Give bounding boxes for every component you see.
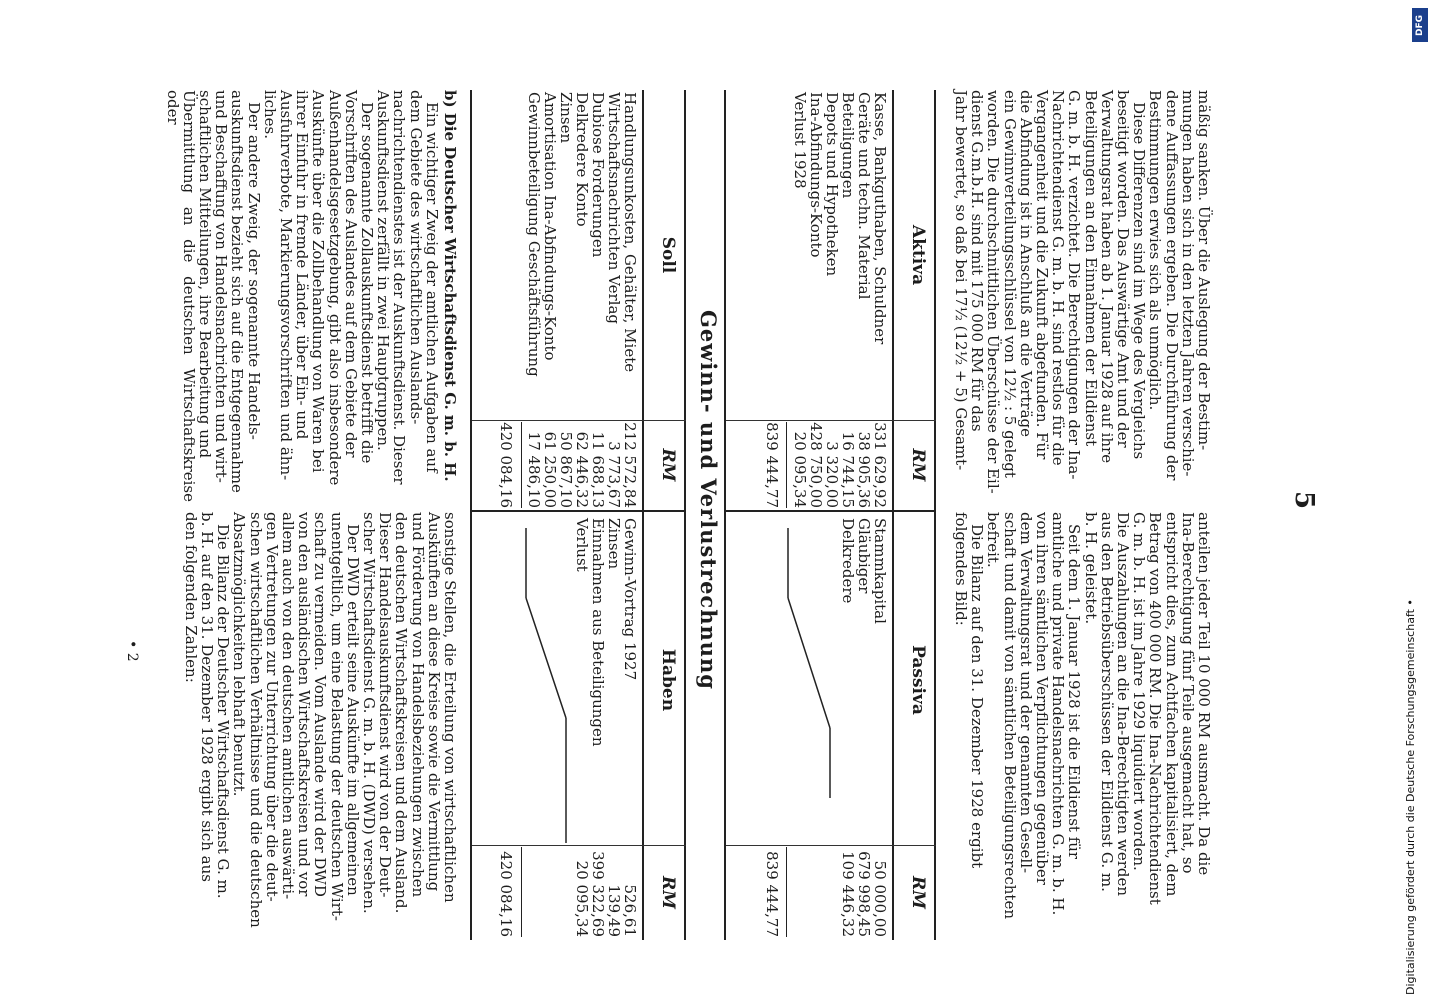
haben-label: Zinsen — [605, 518, 623, 570]
aktiva-currency: RM — [908, 448, 928, 482]
text-line: Bestimmungen erwies sich als unmöglich. — [1146, 90, 1165, 411]
text-line: befreit. — [984, 512, 1003, 568]
haben-amount: 139,49 — [605, 884, 623, 937]
text-line: schen wirtschaftlichen Verhältnisse und die deutschen — [246, 512, 265, 928]
text-line: entspricht dies, zum Achtfachen kapitalisiert, dem — [1162, 512, 1181, 897]
soll-label: Gewinnbeteiligung Geschäftsführung — [525, 92, 543, 377]
text-line: scher Wirtschaftsdienst G. m. b. H. (DWD) versehen. — [359, 512, 378, 914]
text-line: Außenhandelsgesetzgebung, gibt also insbesondere — [325, 90, 344, 486]
haben-total: 420 084,16 — [497, 851, 515, 937]
text-line: Dieser Handelsauskunftsdienst wird von der Deut- — [376, 512, 395, 898]
balance-bottom-rule — [724, 90, 726, 940]
text-line: die Abfindung ist in Anschluß an die Verträge — [1016, 90, 1035, 437]
text-line: Auskunftsdienst zerfällt in zwei Hauptgruppen. — [374, 90, 393, 451]
soll-total: 420 084,16 — [497, 422, 515, 508]
aktiva-label: Geräte und techn. Material — [855, 92, 873, 300]
text-column-bottom-left — [164, 90, 458, 502]
text-line: allem auch von den deutschen amtlichen auswärti- — [278, 512, 297, 900]
passiva-amount: 50 000,00 — [871, 860, 889, 937]
text-line: ihrer Einfuhr in fremde Länder, über Ein- und — [293, 90, 312, 440]
pnl-bottom-rule — [470, 90, 472, 940]
text-line: und Förderung von Handelsbeziehungen zwischen — [408, 512, 427, 898]
aktiva-label: Beteiligungen — [839, 92, 857, 199]
text-line: den deutschen Wirtschaftskreisen und dem Ausland. — [392, 512, 411, 914]
text-line: Auskünfte über die Zollbehandlung von Waren bei — [309, 90, 328, 473]
text-column-top-right — [953, 512, 1212, 940]
text-line: Auskünften an diese Kreise sowie die Vermittlung — [424, 512, 443, 892]
passiva-amount-rule — [726, 845, 936, 846]
text-line: Vorschriften des Auslandes auf dem Gebiete der — [341, 90, 360, 458]
aktiva-title: Aktiva — [908, 224, 928, 286]
soll-label: Handlungsunkosten, Gehälter, Miete — [621, 92, 639, 373]
text-line: Die Bilanz der Deutscher Wirtschaftsdienst G. m. — [214, 524, 233, 899]
soll-amount: 212 572,84 — [621, 422, 639, 508]
subsection-heading: b) Die Deutscher Wirtschaftsdienst G. m. b. H. — [441, 90, 459, 482]
text-line: Beteiligungen an den Einnahmen der Eildienst — [1081, 90, 1100, 447]
soll-title: Soll — [658, 236, 678, 274]
passiva-label: Gläubiger — [855, 518, 873, 594]
text-line: auskunftsdienst bezieht sich auf die Entgegennahme — [228, 90, 247, 493]
rotated-document-page — [20, 0, 1320, 1000]
text-line: folgendes Bild: — [951, 512, 970, 626]
text-line: dene Auffassungen ergeben. Die Durchführung der — [1162, 90, 1181, 481]
text-line: beseitigt worden. Das Auswärtige Amt und der — [1113, 90, 1132, 448]
text-column-bottom-right — [183, 512, 458, 940]
text-line: dem Verwaltungsrat und der genannten Gesell- — [1016, 512, 1035, 874]
soll-amount: 62 446,32 — [573, 431, 591, 508]
text-line: Die Auszahlungen an die Ina-Berechtigten werden — [1113, 512, 1132, 897]
text-line: Ina-Berechtigung fünf Teile ausgemacht hat, so — [1178, 512, 1197, 874]
passiva-amount: 109 446,32 — [839, 851, 857, 937]
text-line: Diese Differenzen sind im Wege des Vergleichs — [1130, 102, 1149, 460]
haben-currency: RM — [658, 876, 678, 909]
text-line: schaftlichen Mitteilungen, ihre Bearbeitung und — [195, 90, 214, 459]
aktiva-amount: 3 320,00 — [823, 441, 841, 508]
text-line: Der sogenannte Zollauskunftsdienst betrifft die — [357, 102, 376, 464]
text-line: Seit dem 1. Januar 1928 ist die Eildienst für — [1065, 524, 1084, 860]
balance-header-rule — [892, 90, 894, 940]
text-line: von den ausländischen Wirtschaftskreisen und vor — [295, 512, 314, 897]
text-line: Ausfuhrverbote, Markierungsvorschriften und ähn- — [276, 90, 295, 481]
text-line: worden. Die durchschnittlichen Überschüsse der Eil- — [984, 90, 1003, 494]
text-line: sonstige Stellen, die Erteilung von wirtschaftlichen — [441, 512, 459, 903]
aktiva-label: Ina-Abfindungs-Konto — [807, 92, 825, 258]
text-line: schaft und damit von sämtlichen Beteiligungsrechten — [1000, 512, 1019, 919]
text-line: mäßig sanken. Über die Auslegung der Bestim- — [1195, 90, 1213, 451]
text-line: Die Bilanz auf den 31. Dezember 1928 ergibt — [968, 524, 987, 869]
passiva-label: Delkredere — [839, 518, 857, 604]
text-line: gen Vertretungen zur Unterrichtung über die deut- — [262, 512, 281, 902]
digitization-stamp — [1398, 0, 1434, 1000]
aktiva-amount: 331 629,92 — [871, 422, 889, 508]
text-line: anteilen jeder Teil 10 000 RM ausmacht. Da die — [1195, 512, 1213, 876]
pnl-top-rule — [684, 90, 686, 940]
balance-top-rule — [934, 90, 936, 940]
text-line: den folgenden Zahlen: — [181, 512, 200, 683]
passiva-amount: 679 998,45 — [855, 851, 873, 937]
text-line: ein Gewinnverteilungsschlüssel von 12½ : 5 gelegt — [1000, 90, 1019, 478]
text-line: amtliche und private Handelsnachrichten G. m. b. H. — [1049, 512, 1068, 916]
text-line: dem Gebiete des wirtschaftlichen Auslands- — [406, 90, 425, 425]
soll-currency: RM — [658, 448, 678, 482]
haben-amount: 20 095,34 — [573, 860, 591, 937]
dfg-logo: DFG — [1412, 8, 1428, 42]
haben-title: Haben — [658, 648, 678, 712]
pnl-header-rule — [642, 90, 644, 940]
text-line: Jahr bewertet, so daß bei 17½ (12½ + 5) Gesamt- — [951, 90, 970, 471]
soll-amount: 61 250,00 — [541, 431, 559, 508]
text-line: unentgeltlich, um eine Belastung der deutschen Wirt- — [327, 512, 346, 921]
text-line: G. m. b. H. verzichtet. Die Berechtigungen der Ina- — [1065, 90, 1084, 480]
text-line: von ihren sämtlichen Verpflichtungen gegenüber — [1032, 512, 1051, 885]
text-line: aus den Betriebsüberschüssen der Eildienst G. m. — [1097, 512, 1116, 892]
text-line: Der DWD erteilt seine Auskünfte im allgemeinen — [343, 524, 362, 896]
page-footer-mark: • 2 — [124, 640, 140, 662]
haben-label: Gewinn-Vortrag 1927 — [621, 518, 639, 681]
text-line: mungen haben sich in den letzten Jahren verschie- — [1178, 90, 1197, 477]
soll-amount: 3 773,67 — [605, 441, 623, 508]
dfg-stamp-text: Digitalisierung gefördert durch die Deutsche Forschungsgemeinschaft • — [1404, 599, 1417, 995]
text-line: Betrag von 400 000 RM. Die Ina-Nachrichtendienst — [1146, 512, 1165, 905]
text-line: nachrichtendienstes ist der Auskunftsdienst. Dieser — [390, 90, 409, 485]
soll-sum-rule — [521, 422, 522, 508]
aktiva-amount: 428 750,00 — [807, 422, 825, 508]
text-line: b. H. auf den 31. Dezember 1928 ergibt sich aus — [197, 512, 216, 882]
text-line: b. H. geleistet. — [1081, 512, 1100, 625]
text-line: Vergangenheit und die Zukunft abgefunden. Für — [1032, 90, 1051, 460]
soll-label: Amortisation Ina-Abfindungs-Konto — [541, 92, 559, 361]
soll-amount: 17 486,10 — [525, 431, 543, 508]
text-line: schaft zu vermeiden. Vom Auslande wird der DWD — [311, 512, 330, 897]
text-line: Absatzmöglichkeiten lebhaft benutzt. — [230, 512, 249, 797]
text-line: dienst G.m.b.H. sind mit 175 000 RM für das — [968, 90, 987, 432]
text-line: liches. — [260, 90, 279, 139]
aktiva-label: Depots und Hypotheken — [823, 92, 841, 277]
text-column-top-left — [953, 90, 1212, 502]
aktiva-sum-rule — [786, 422, 787, 508]
aktiva-amount: 20 095,34 — [791, 431, 809, 508]
text-line: Nachrichtendienst G. m. b. H. sind restlos für die — [1049, 90, 1068, 466]
passiva-title: Passiva — [908, 645, 928, 715]
balance-center-rule — [726, 510, 936, 512]
aktiva-label: Kasse, Bankguthaben, Schuldner — [871, 92, 889, 345]
text-line: Verwaltungsrat haben ab 1. Januar 1928 auf ihre — [1097, 90, 1116, 464]
haben-label: Einnahmen aus Beteiligungen — [589, 518, 607, 747]
section-heading: Gewinn- und Verlustrechnung — [696, 310, 721, 690]
aktiva-amount: 38 905,36 — [855, 431, 873, 508]
soll-label: Dubiose Forderungen — [589, 92, 607, 258]
aktiva-label: Verlust 1928 — [791, 92, 809, 189]
haben-label: Verlust — [573, 518, 591, 572]
text-line: Der andere Zweig, der sogenannte Handels- — [244, 102, 263, 440]
haben-sum-rule — [521, 847, 522, 937]
pnl-center-rule — [472, 510, 686, 512]
aktiva-total: 839 444,77 — [763, 422, 781, 508]
passiva-cancel-line — [780, 518, 840, 845]
passiva-currency: RM — [908, 876, 928, 909]
page-number: 5 — [1289, 490, 1319, 510]
haben-cancel-line — [516, 518, 574, 845]
soll-label: Wirtschaftsnachrichten Verlag — [605, 92, 623, 325]
haben-amount: 526,61 — [621, 884, 639, 937]
haben-amount: 399 322,69 — [589, 851, 607, 937]
text-line: und Beschaffung von Handelsnachrichten und wirt- — [212, 90, 231, 483]
text-line: Ein wichtiger Zweig der amtlichen Aufgaben auf — [422, 102, 441, 473]
soll-amount: 11 688,13 — [589, 431, 607, 508]
passiva-sum-rule — [786, 847, 787, 937]
passiva-total: 839 444,77 — [763, 851, 781, 937]
soll-amount: 50 867,10 — [557, 431, 575, 508]
aktiva-amount: 16 744,15 — [839, 431, 857, 508]
soll-label: Zinsen — [557, 92, 575, 144]
text-line: G. m. b. H. ist im Jahre 1929 liquidiert worden. — [1130, 512, 1149, 871]
passiva-label: Stammkapital — [871, 518, 889, 624]
soll-label: Delkredere Konto — [573, 92, 591, 227]
text-line: Übermittlung an die deutschen Wirtschaftskreise oder — [163, 90, 198, 502]
